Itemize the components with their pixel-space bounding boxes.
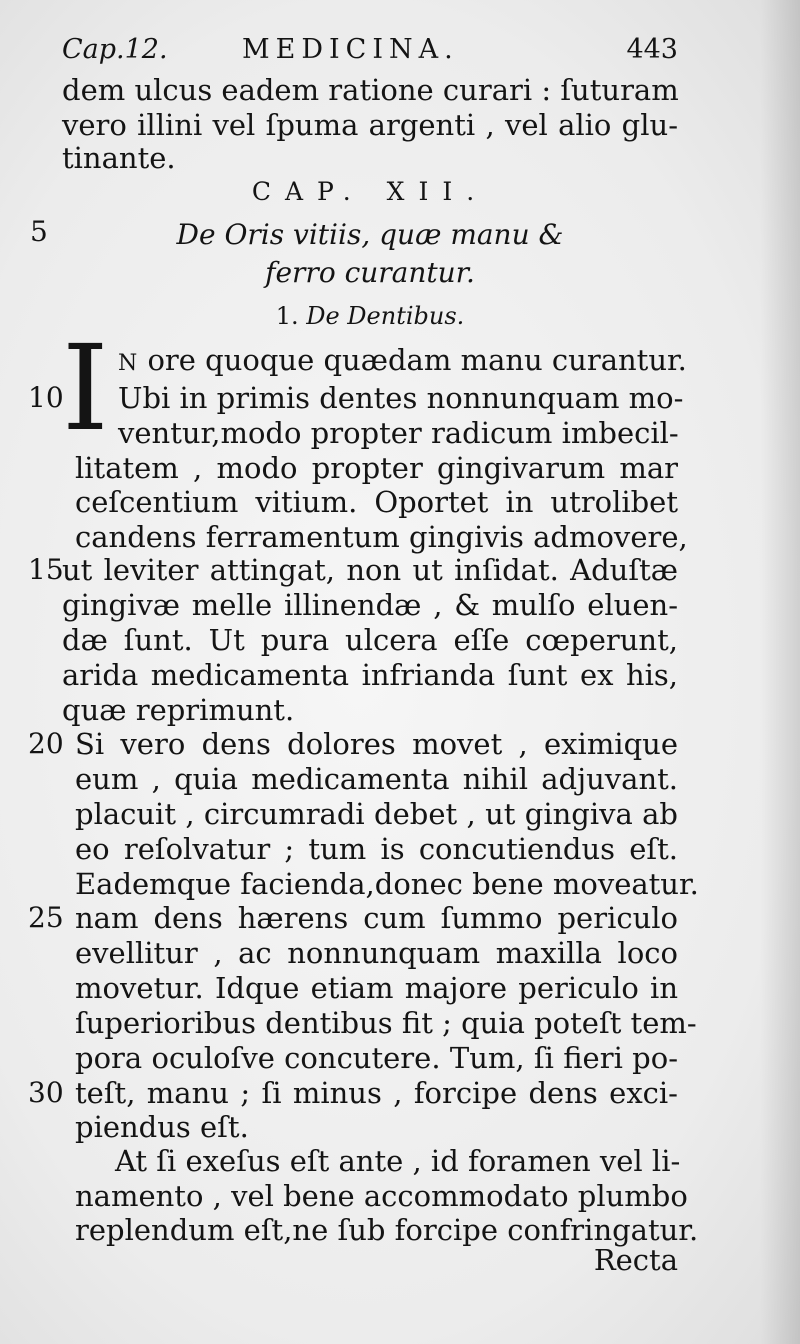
text-line-body: ore quoque quædam manu curantur. <box>138 343 687 377</box>
text-line: namento , vel bene accommodato plumbo <box>75 1179 688 1213</box>
text-line: ut leviter attingat, non ut inſidat. Aduſtæ <box>62 553 678 587</box>
line-number: 20 <box>28 727 64 760</box>
page-number: 443 <box>626 34 678 65</box>
text-line: ſuperioribus dentibus fit ; quia poteſt tem- <box>75 1006 697 1040</box>
text-line: At ſi exeſus eſt ante , id foramen vel li- <box>115 1144 681 1178</box>
text-line: litatem , modo propter gingivarum mar <box>75 451 678 485</box>
small-caps-letter: N <box>118 351 139 376</box>
line-number: 15 <box>28 553 64 586</box>
text-line: tinante. <box>62 141 176 175</box>
text-line: movetur. Idque etiam majore periculo in <box>75 971 678 1005</box>
running-title: MEDICINA. <box>242 34 459 65</box>
section-title-line: ferro curantur. <box>265 256 475 289</box>
subsection-heading <box>62 298 678 334</box>
chapter-reference: Cap.12. <box>62 34 168 65</box>
text-line: teſt, manu ; ſi minus , forcipe dens exci- <box>75 1076 678 1110</box>
catchword: Recta <box>593 1243 678 1277</box>
line-number: 30 <box>28 1076 64 1109</box>
text-line: candens ferramentum gingivis admovere, <box>75 520 688 554</box>
line-number: 5 <box>30 215 48 248</box>
line-number: 25 <box>28 901 64 934</box>
text-line: ventur,modo propter radicum imbecil- <box>118 416 679 450</box>
section-title-line: De Oris vitiis, quæ manu & <box>176 218 564 251</box>
text-line: quæ reprimunt. <box>62 693 295 727</box>
text-line: pora oculoſve concutere. Tum, ſi fieri po- <box>75 1041 678 1075</box>
text-line: dæ ſunt. Ut pura ulcera eſſe cœperunt, <box>62 623 678 657</box>
text-line: gingivæ melle illinendæ , & mulſo eluen- <box>62 588 678 622</box>
text-line: vero illini vel ſpuma argenti , vel alio glu- <box>62 108 678 142</box>
text-line: dem ulcus eadem ratione curari : ſuturam <box>62 73 679 107</box>
drop-initial: I <box>62 319 109 457</box>
text-line: Si vero dens dolores movet , eximique <box>75 727 678 761</box>
text-line: arida medicamenta infrianda ſunt ex his, <box>62 658 678 692</box>
subsection-number: 1. <box>275 302 299 330</box>
subsection-title: De Dentibus. <box>306 302 465 330</box>
running-header <box>62 30 678 70</box>
text-line: placuit , circumradi debet , ut gingiva ab <box>75 797 678 831</box>
text-line: Ubi in primis dentes nonnunquam mo- <box>118 381 684 415</box>
text-line: Eademque facienda,donec bene moveatur. <box>75 867 699 901</box>
text-line <box>118 340 687 380</box>
text-line: replendum eſt,ne ſub forcipe confringatur. <box>75 1213 699 1247</box>
text-line: nam dens hærens cum ſummo periculo <box>75 901 678 935</box>
text-line: piendus eſt. <box>75 1110 249 1144</box>
text-line: eo reſolvatur ; tum is concutiendus eſt. <box>75 832 678 866</box>
text-line: evellitur , ac nonnunquam maxilla loco <box>75 936 678 970</box>
line-number: 10 <box>28 381 64 414</box>
text-line: eum , quia medicamenta nihil adjuvant. <box>75 762 678 796</box>
text-line: ceſcentium vitium. Oportet in utrolibet <box>75 485 678 519</box>
chapter-heading: CAP. XII. <box>251 177 489 206</box>
